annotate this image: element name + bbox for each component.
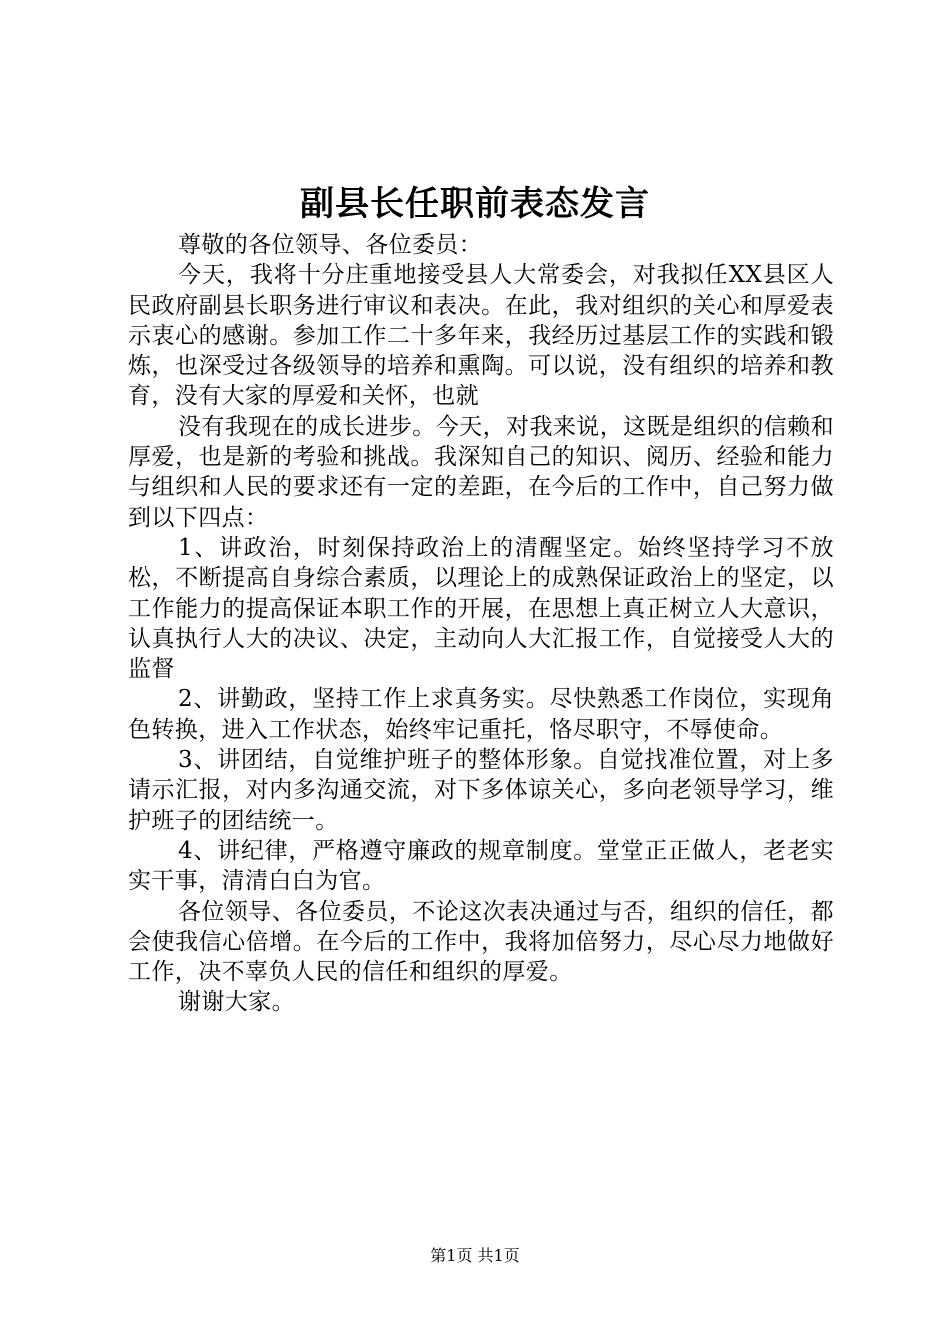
paragraph-thanks: 谢谢大家。 (178, 989, 295, 1016)
paragraph-point-1: 1、讲政治，时刻保持政治上的清醒坚定。始终坚持学习不放松，不断提高自身综合素质，以理论上的成熟保证政治上的坚定，以工作能力的提高保证本职工作的开展，在思想上真正树立人大意识，认真执行人大的决议、决定，主动向人大汇报工作，自觉接受人大的监督 (128, 534, 834, 683)
paragraph-continuation: 没有我现在的成长进步。今天，对我来说，这既是组织的信赖和厚爱，也是新的考验和挑战。我深知自己的知识、阅历、经验和能力与组织和人民的要求还有一定的差距，在今后的工作中，自己努力做到以下四点： (128, 413, 834, 531)
paragraph-point-2: 2、讲勤政，坚持工作上求真务实。尽快熟悉工作岗位，实现角色转换，进入工作状态，始终牢记重托，恪尽职守，不辱使命。 (128, 686, 834, 743)
page-number-footer: 第1页 共1页 (430, 1246, 520, 1265)
paragraph-point-4: 4、讲纪律，严格遵守廉政的规章制度。堂堂正正做人，老老实实干事，清清白白为官。 (128, 837, 834, 895)
paragraph-intro: 今天，我将十分庄重地接受县人大常委会，对我拟任XX县区人民政府副县长职务进行审议和表决。在此，我对组织的关心和厚爱表示衷心的感谢。参加工作二十多年来，我经历过基层工作的实践和锻炼，也深受过各级领导的培养和熏陶。可以说，没有组织的培养和教育，没有大家的厚爱和关怀，也就 (128, 262, 834, 410)
salutation: 尊敬的各位领导、各位委员： (178, 232, 483, 258)
paragraph-closing: 各位领导、各位委员，不论这次表决通过与否，组织的信任，都会使我信心倍增。在今后的工作中，我将加倍努力，尽心尽力地做好工作，决不辜负人民的信任和组织的厚爱。 (128, 898, 834, 986)
document-body (128, 230, 834, 1018)
paragraph-point-3: 3、讲团结，自觉维护班子的整体形象。自觉找准位置，对上多请示汇报，对内多沟通交流，对下多体谅关心，多向老领导学习，维护班子的团结统一。 (128, 747, 834, 834)
document-title: 副县长任职前表态发言 (300, 184, 650, 224)
